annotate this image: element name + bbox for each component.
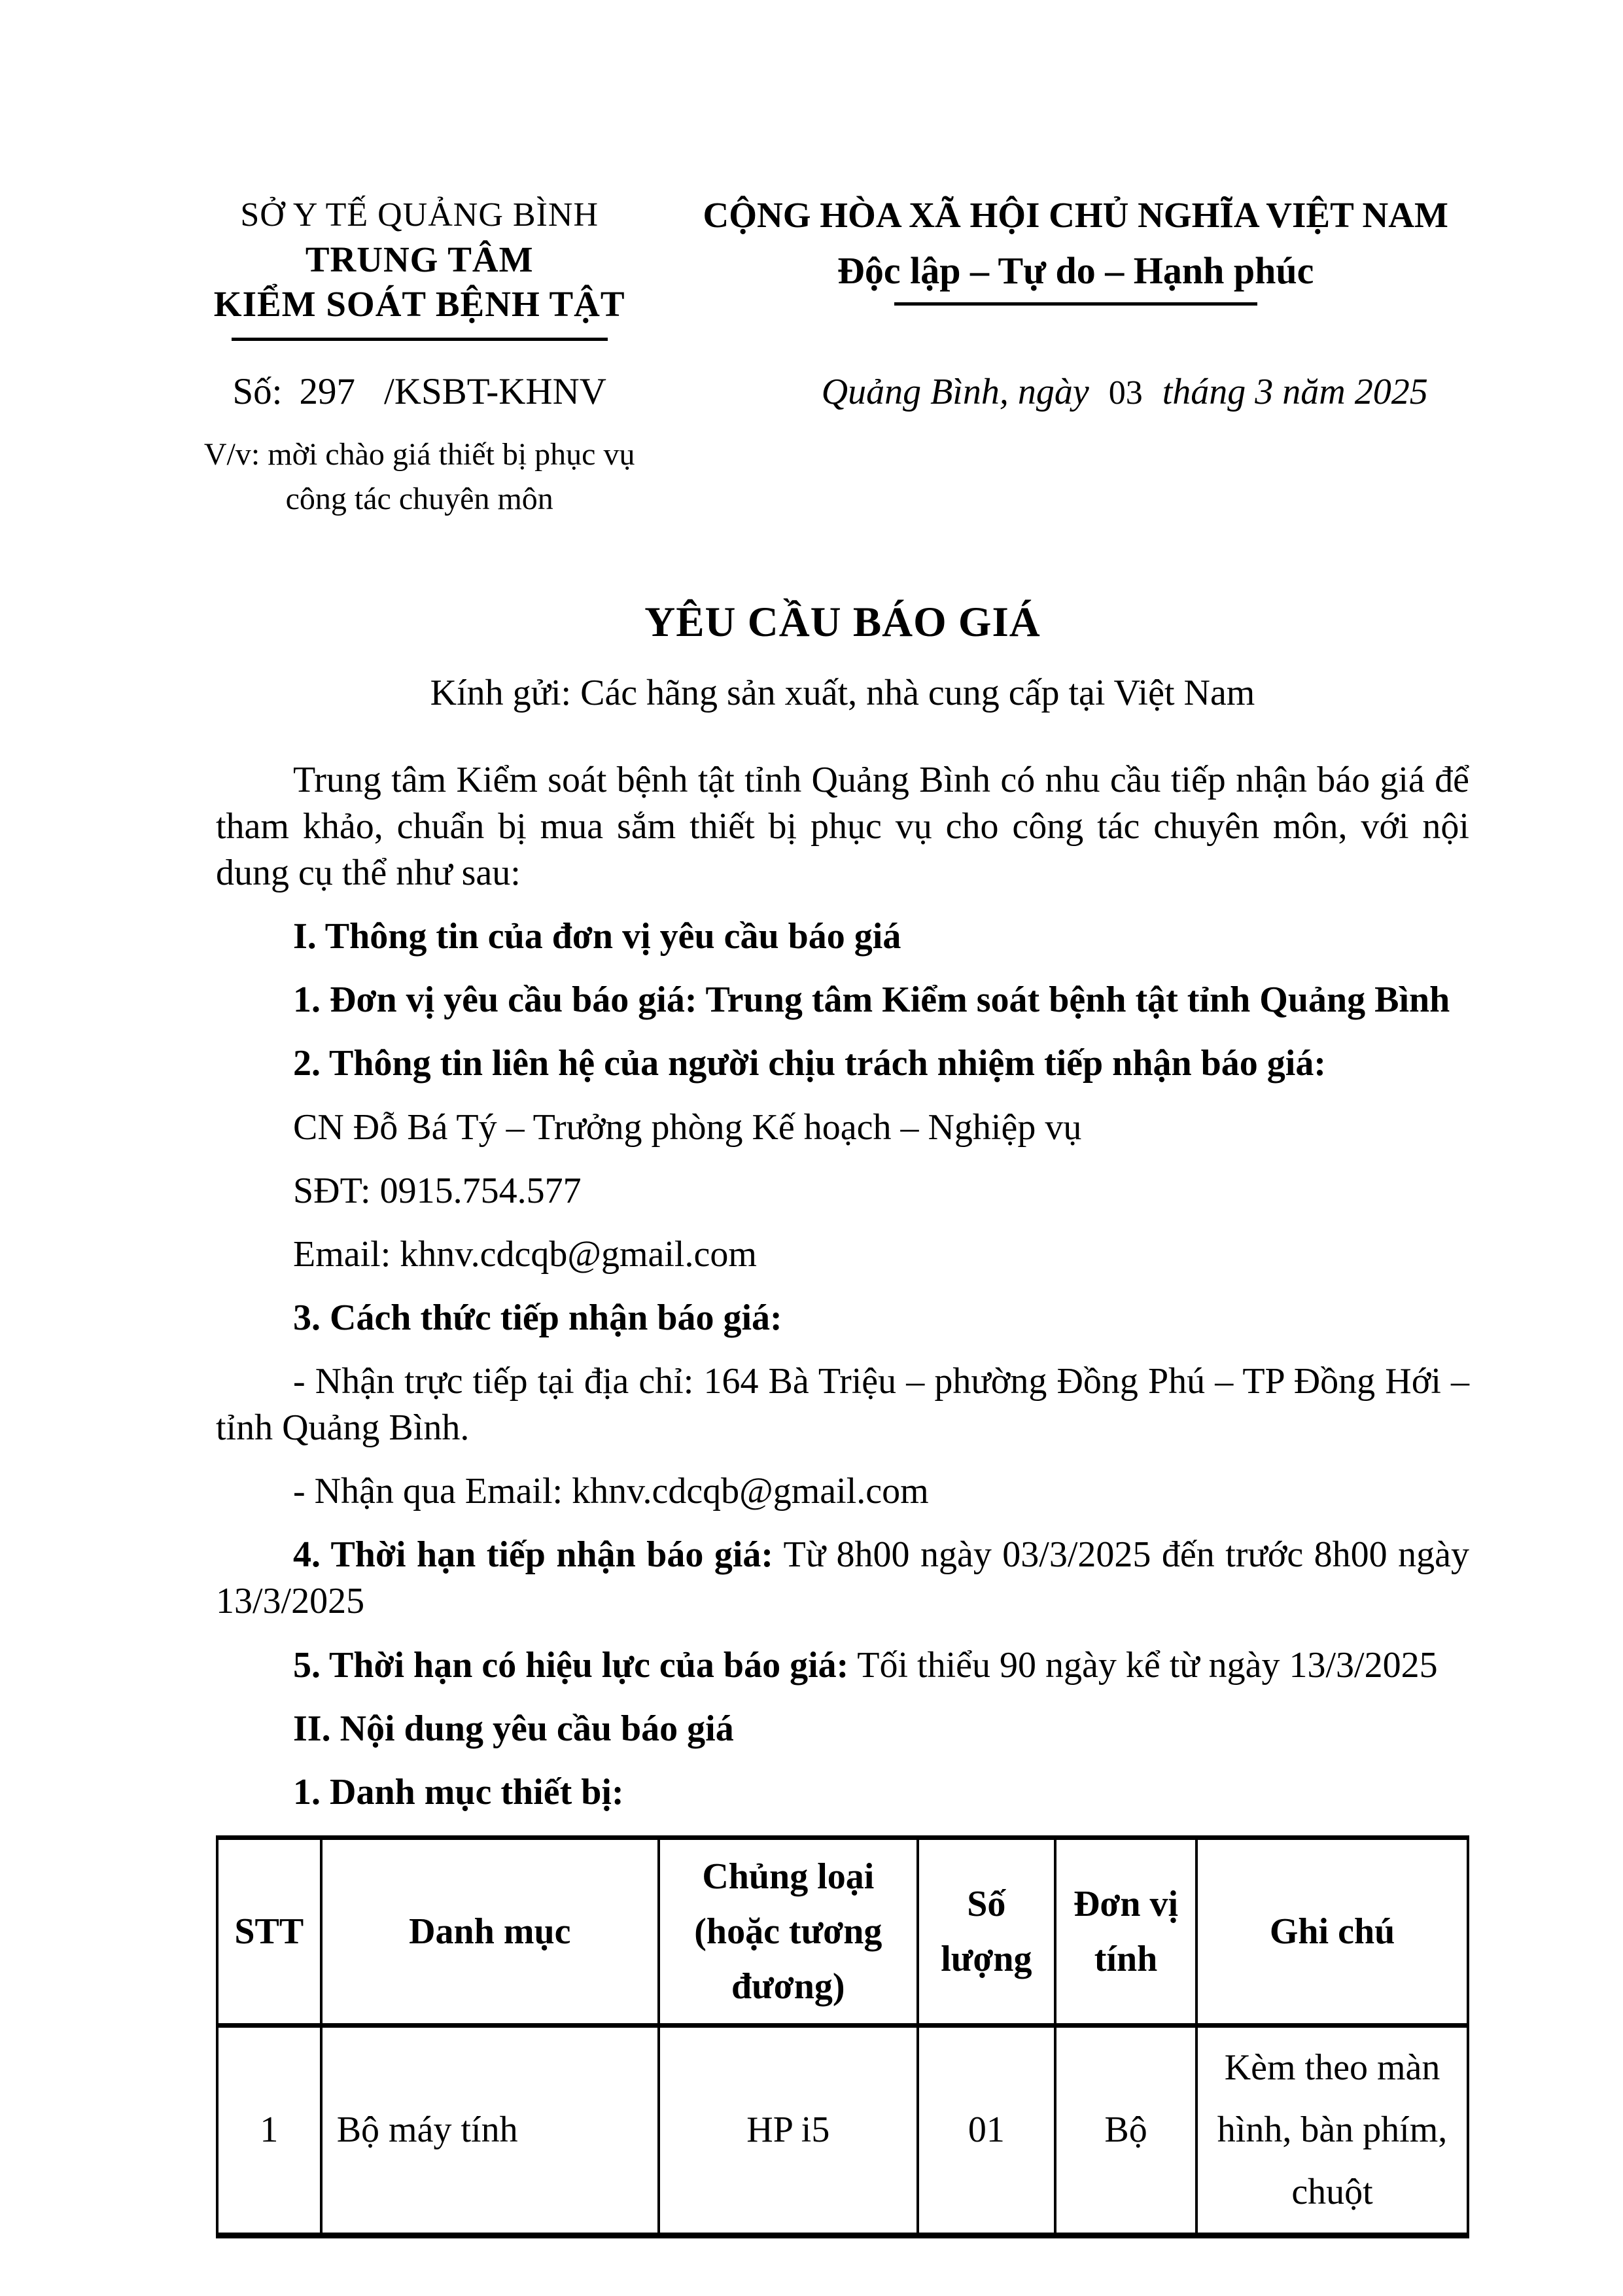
equipment-list-heading: 1. Danh mục thiết bị: — [293, 1771, 624, 1812]
item-5-label: 5. Thời hạn có hiệu lực của báo giá: — [293, 1644, 849, 1686]
org-name-line2: KIỂM SOÁT BỆNH TẬT — [213, 284, 625, 325]
document-number-line — [157, 370, 682, 414]
receive-direct-line: - Nhận trực tiếp tại địa chỉ: 164 Bà Triệu – phường Đồng Phú – TP Đồng Hới – tỉnh Quảng Bình. — [216, 1360, 1469, 1449]
document-header — [157, 193, 1469, 521]
place-and-date-line — [682, 368, 1469, 416]
date-day-filled: 03 — [1108, 374, 1143, 412]
col-header-stt: STT — [217, 1837, 321, 2025]
document-number-suffix: /KSBT-KHNV — [383, 371, 606, 413]
section-i-heading: I. Thông tin của đơn vị yêu cầu báo giá — [293, 916, 901, 957]
national-title: CỘNG HÒA XÃ HỘI CHỦ NGHĨA VIỆT NAM — [703, 195, 1448, 235]
national-header-block — [682, 193, 1469, 416]
receive-email-line: - Nhận qua Email: khnv.cdcqb@gmail.com — [293, 1471, 929, 1512]
cell-so-luong: 01 — [918, 2025, 1055, 2236]
cell-stt: 1 — [217, 2025, 321, 2236]
document-number-label: Số: — [232, 371, 283, 413]
national-motto-underline — [894, 302, 1257, 306]
cell-don-vi-tinh: Bộ — [1055, 2025, 1196, 2236]
document-subject-line1: V/v: mời chào giá thiết bị phục vụ — [203, 437, 635, 472]
item-2-contact-heading: 2. Thông tin liên hệ của người chịu trách nhiệm tiếp nhận báo giá: — [293, 1043, 1326, 1084]
contact-email-line: Email: khnv.cdcqb@gmail.com — [293, 1233, 757, 1275]
item-1-requesting-unit: 1. Đơn vị yêu cầu báo giá: Trung tâm Kiểm soát bệnh tật tỉnh Quảng Bình — [293, 980, 1450, 1021]
col-header-danh-muc: Danh mục — [321, 1837, 659, 2025]
col-header-ghi-chu: Ghi chú — [1196, 1837, 1468, 2025]
item-4-text: Từ 8h00 ngày 03/3/2025 đến trước 8h00 ngày 13/3/2025 — [216, 1534, 1469, 1622]
col-header-chung-loai: Chủng loại (hoặc tương đương) — [659, 1837, 918, 2025]
intro-paragraph: Trung tâm Kiểm soát bệnh tật tỉnh Quảng Bình có nhu cầu tiếp nhận báo giá để tham khảo, chuẩn bị mua sắm thiết bị phục vụ cho công tác chuyên môn, với nội dung cụ thể như sau: — [216, 759, 1469, 894]
document-subject — [157, 433, 682, 520]
item-4-label: 4. Thời hạn tiếp nhận báo giá: — [293, 1534, 774, 1576]
item-3-method-heading: 3. Cách thức tiếp nhận báo giá: — [293, 1297, 782, 1338]
document-body — [216, 757, 1469, 2239]
col-header-so-luong: Số lượng — [918, 1837, 1055, 2025]
parent-agency-name: SỞ Y TẾ QUẢNG BÌNH — [240, 196, 599, 234]
table-row — [217, 2025, 1468, 2236]
cell-chung-loai: HP i5 — [659, 2025, 918, 2236]
salutation-line: Kính gửi: Các hãng sản xuất, nhà cung cấp tại Việt Nam — [430, 672, 1255, 713]
national-motto: Độc lập – Tự do – Hạnh phúc — [837, 249, 1314, 292]
org-name-line1: TRUNG TÂM — [305, 239, 534, 279]
place-date-prefix: Quảng Bình, ngày — [821, 372, 1089, 413]
org-name-underline — [232, 338, 608, 341]
contact-person-line: CN Đỗ Bá Tý – Trưởng phòng Kế hoạch – Nghiệp vụ — [293, 1106, 1082, 1148]
contact-phone-line: SĐT: 0915.754.577 — [293, 1170, 582, 1211]
section-ii-heading: II. Nội dung yêu cầu báo giá — [293, 1708, 734, 1749]
col-header-don-vi-tinh: Đơn vị tính — [1055, 1837, 1196, 2025]
document-title: YÊU CẦU BÁO GIÁ — [644, 598, 1041, 646]
document-number-value: 297 — [299, 371, 355, 413]
item-5-validity — [216, 1642, 1469, 1689]
equipment-table — [216, 1835, 1469, 2239]
cell-danh-muc: Bộ máy tính — [321, 2025, 659, 2236]
item-4-deadline — [216, 1532, 1469, 1625]
document-subject-line2: công tác chuyên môn — [285, 481, 553, 516]
item-5-text: Tối thiểu 90 ngày kể từ ngày 13/3/2025 — [857, 1644, 1438, 1686]
issuing-agency-block — [157, 193, 682, 521]
place-date-suffix: tháng 3 năm 2025 — [1162, 372, 1428, 413]
table-header-row — [217, 1837, 1468, 2025]
cell-ghi-chu: Kèm theo màn hình, bàn phím, chuột — [1196, 2025, 1468, 2236]
